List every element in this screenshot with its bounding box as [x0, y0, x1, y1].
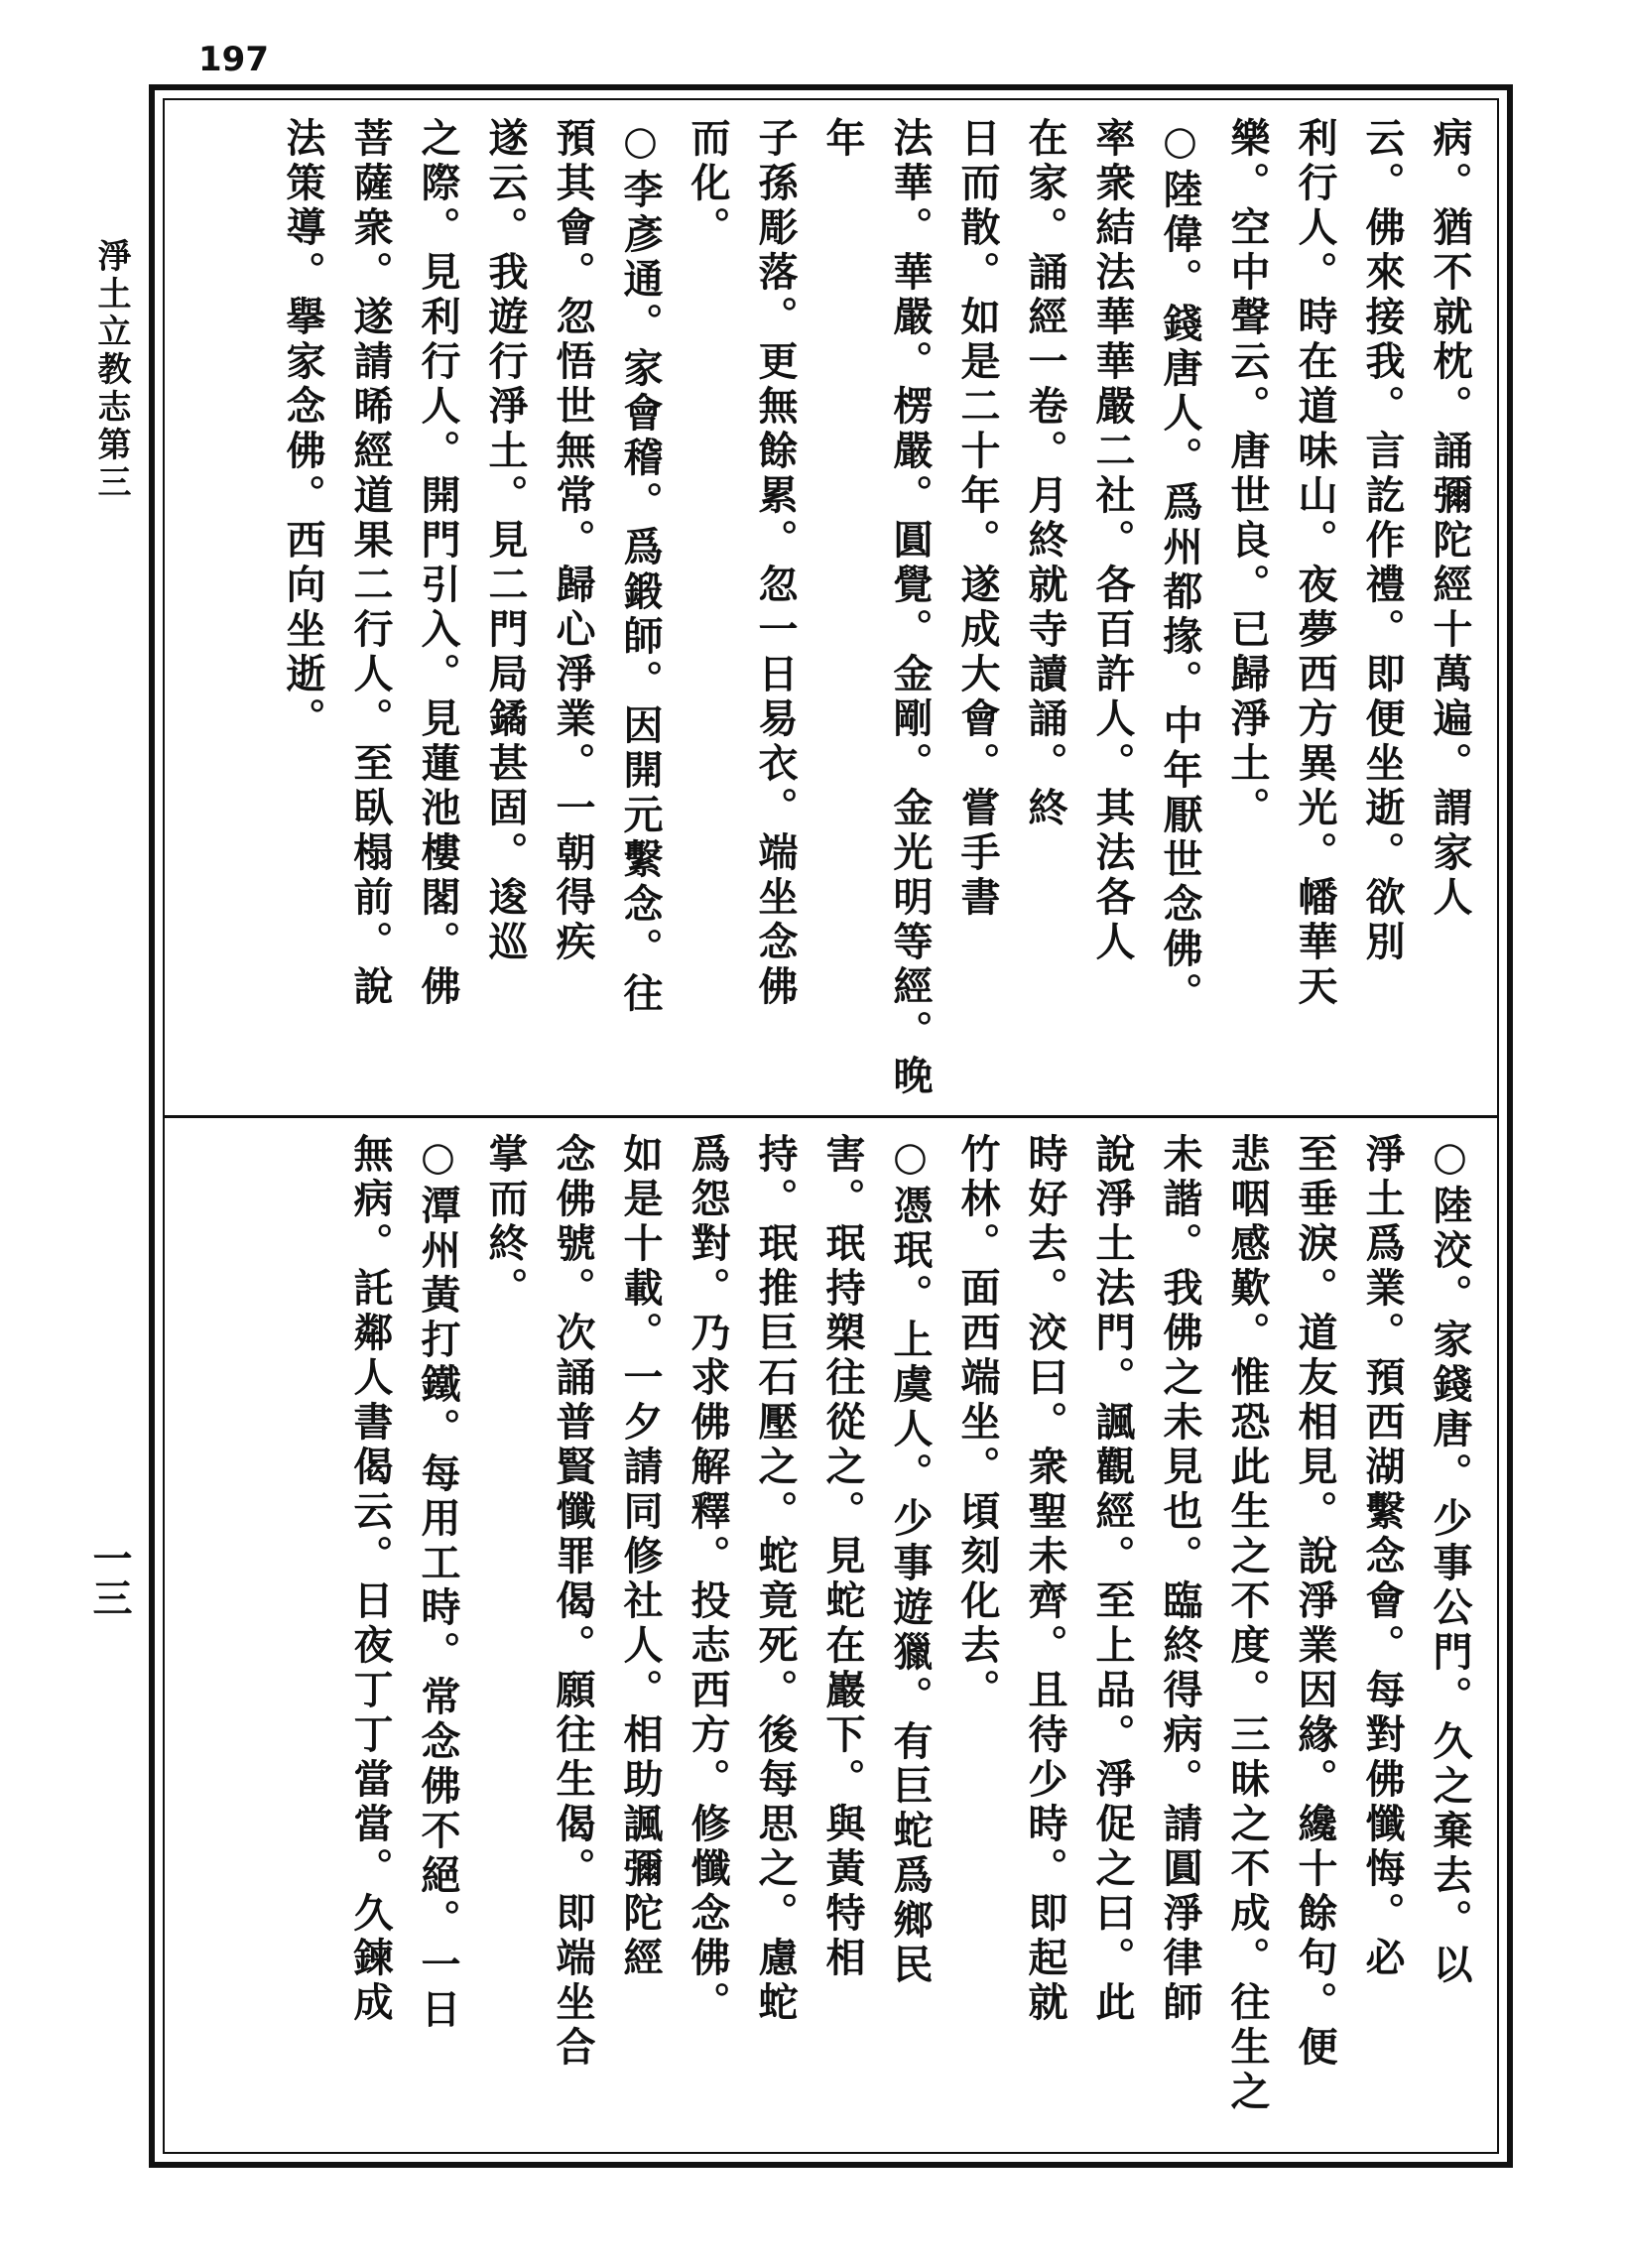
text-column: 掌而終。: [482, 1133, 529, 1312]
text-column: 利行人。時在道味山。夜夢西方異光。幡華天: [1292, 117, 1338, 1010]
page-number: 197: [198, 40, 269, 79]
text-column: 未諧。我佛之未見也。臨終得病。請圓淨律師: [1157, 1133, 1203, 2026]
text-column: ○憑珉。上虞人。少事遊獵。有巨蛇爲鄉民: [887, 1133, 934, 1988]
running-title: 淨土立教志第三: [91, 238, 131, 502]
text-column: 云。佛來接我。言訖作禮。即便坐逝。欲別: [1359, 117, 1406, 965]
text-column: 遂云。我遊行淨土。見二門局鐍甚固。逡巡: [482, 117, 529, 965]
lower-section: [179, 1133, 1483, 2135]
text-column: 念佛號。次誦普賢懺罪偈。願往生偈。即端坐合: [550, 1133, 596, 2071]
text-column: 持。珉推巨石壓之。蛇竟死。後每思之。慮蛇: [752, 1133, 799, 2026]
text-column: 無病。託鄰人書偈云。日夜丁丁當當。久鍊成: [347, 1133, 394, 2026]
text-column: 病。猶不就枕。誦彌陀經十萬遍。謂家人: [1427, 117, 1473, 921]
text-column: 子孫彫落。更無餘累。忽一日易衣。端坐念佛: [752, 117, 799, 1010]
text-column: 害。珉持槊往從之。見蛇在巖下。與黃特相: [819, 1133, 866, 1981]
text-column: 在家。誦經一卷。月終就寺讀誦。終: [1022, 117, 1068, 831]
text-column: 說淨土法門。諷觀經。至上品。淨促之曰。此: [1089, 1133, 1136, 2026]
text-column: 樂。空中聲云。唐世良。已歸淨土。: [1224, 117, 1271, 831]
text-column: 法策導。擧家念佛。西向坐逝。: [280, 117, 326, 742]
text-column: 爲怨對。乃求佛解釋。投志西方。修懺念佛。: [685, 1133, 731, 2026]
upper-section: [179, 117, 1483, 1099]
text-column: 淨土爲業。預西湖繫念會。每對佛懺悔。必: [1359, 1133, 1406, 1981]
folio: 一三: [86, 1538, 132, 1617]
text-column: 竹林。面西端坐。頃刻化去。: [954, 1133, 1001, 1713]
text-column: 時好去。洨曰。衆聖未齊。且待少時。即起就: [1022, 1133, 1068, 2026]
text-column: 之際。見利行人。開門引入。見蓮池樓閣。佛: [415, 117, 461, 1010]
text-column: 如是十載。一夕請同修社人。相助諷彌陀經: [617, 1133, 664, 1981]
text-column: ○陸偉。錢唐人。爲州都掾。中年厭世念佛。: [1157, 117, 1203, 1017]
text-column: 日而散。如是二十年。遂成大會。嘗手書: [954, 117, 1001, 921]
text-column: 法華。華嚴。楞嚴。圓覺。金剛。金光明等經。晚年: [819, 117, 934, 1099]
text-column: 預其會。忽悟世無常。歸心淨業。一朝得疾: [550, 117, 596, 965]
text-column: ○潭州黃打鐵。每用工時。常念佛不絕。一日: [415, 1133, 461, 2033]
text-column: 至垂淚。道友相見。說淨業因緣。纔十餘句。便: [1292, 1133, 1338, 2071]
text-column: ○李彥通。家會稽。爲鍛師。因開元繫念。往: [617, 117, 664, 1017]
text-column: 率衆結法華華嚴二社。各百許人。其法各人: [1089, 117, 1136, 965]
text-column: 悲咽感歎。惟恐此生之不度。三昧之不成。往生之: [1224, 1133, 1271, 2115]
text-column: ○陸洨。家錢唐。少事公門。久之棄去。以: [1427, 1133, 1473, 1988]
text-column: 而化。: [685, 117, 731, 251]
section-divider: [163, 1115, 1499, 1118]
text-column: 菩薩衆。遂請晞經道果二行人。至臥榻前。說: [347, 117, 394, 1010]
